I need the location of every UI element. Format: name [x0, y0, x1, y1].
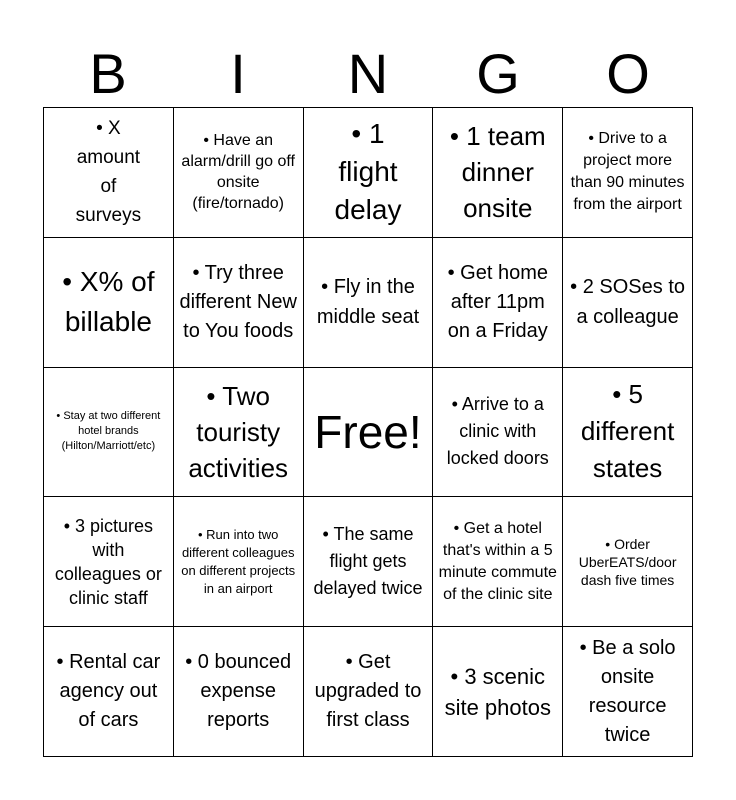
bingo-cell[interactable] — [304, 238, 434, 368]
cell-text: • Get home after 11pm on a Friday — [447, 261, 548, 342]
cell-text: • 0 bounced expense reports — [185, 651, 292, 732]
cell-text: • Get upgraded to first class — [314, 651, 422, 732]
cell-text: • Be a solo onsite resource twice — [579, 636, 676, 746]
cell-text: • Try three different New to You foods — [179, 261, 297, 342]
bingo-cell[interactable] — [433, 627, 563, 757]
bingo-cell[interactable] — [563, 108, 693, 238]
cell-text: • Stay at two different hotel brands (Hilton/Marriott/etc) — [56, 410, 161, 453]
header-letter-g: G — [476, 42, 520, 105]
cell-text: • X amount of surveys — [75, 118, 142, 227]
bingo-cell[interactable] — [174, 108, 304, 238]
bingo-cell[interactable] — [44, 627, 174, 757]
bingo-cell[interactable] — [433, 368, 563, 498]
bingo-cell[interactable] — [304, 108, 434, 238]
header-letter-i: I — [230, 42, 246, 105]
cell-text: • 1 flight delay — [334, 118, 402, 226]
bingo-cell[interactable] — [44, 108, 174, 238]
bingo-cell[interactable] — [304, 627, 434, 757]
header-letter-n: N — [347, 42, 389, 105]
bingo-cell[interactable] — [44, 238, 174, 368]
cell-text: • X% of billable — [62, 266, 155, 338]
bingo-cell[interactable] — [563, 368, 693, 498]
cell-text: • 1 team dinner onsite — [449, 121, 546, 224]
bingo-cell[interactable] — [433, 108, 563, 238]
bingo-cell[interactable] — [563, 497, 693, 627]
cell-text: • 5 different states — [580, 379, 675, 484]
cell-text: • Two touristy activities — [188, 380, 289, 483]
cell-text: • 2 SOSes to a colleague — [570, 276, 686, 329]
bingo-grid — [43, 107, 693, 757]
bingo-cell[interactable] — [304, 368, 434, 498]
bingo-cell[interactable] — [433, 238, 563, 368]
cell-text: • Arrive to a clinic with locked doors — [446, 394, 549, 469]
bingo-header — [43, 44, 693, 104]
bingo-cell[interactable] — [174, 238, 304, 368]
header-letter-b: B — [89, 42, 127, 105]
cell-text: • Fly in the middle seat — [316, 276, 420, 329]
cell-text: • Run into two different colleagues on different projects in an airport — [181, 526, 296, 596]
bingo-cell[interactable] — [44, 368, 174, 498]
free-space-label: Free! — [314, 405, 422, 458]
bingo-cell[interactable] — [174, 497, 304, 627]
header-letter-o: O — [606, 42, 650, 105]
cell-text: • Rental car agency out of cars — [56, 651, 161, 732]
bingo-cell[interactable] — [433, 497, 563, 627]
bingo-cell[interactable] — [563, 238, 693, 368]
cell-text: • Order UberEATS/door dash five times — [578, 535, 677, 588]
bingo-cell[interactable] — [174, 627, 304, 757]
cell-text: • Drive to a project more than 90 minutes from the airport — [570, 130, 685, 214]
bingo-cell[interactable] — [174, 368, 304, 498]
cell-text: • 3 scenic site photos — [444, 663, 551, 720]
bingo-cell[interactable] — [563, 627, 693, 757]
cell-text: • Get a hotel that's within a 5 minute commute of the clinic site — [438, 519, 557, 603]
cell-text: • 3 pictures with colleagues or clinic staff — [54, 515, 162, 608]
bingo-cell[interactable] — [44, 497, 174, 627]
cell-text: • The same flight gets delayed twice — [313, 524, 423, 599]
cell-text: • Have an alarm/drill go off onsite (fire/tornado) — [181, 132, 295, 213]
bingo-cell[interactable] — [304, 497, 434, 627]
